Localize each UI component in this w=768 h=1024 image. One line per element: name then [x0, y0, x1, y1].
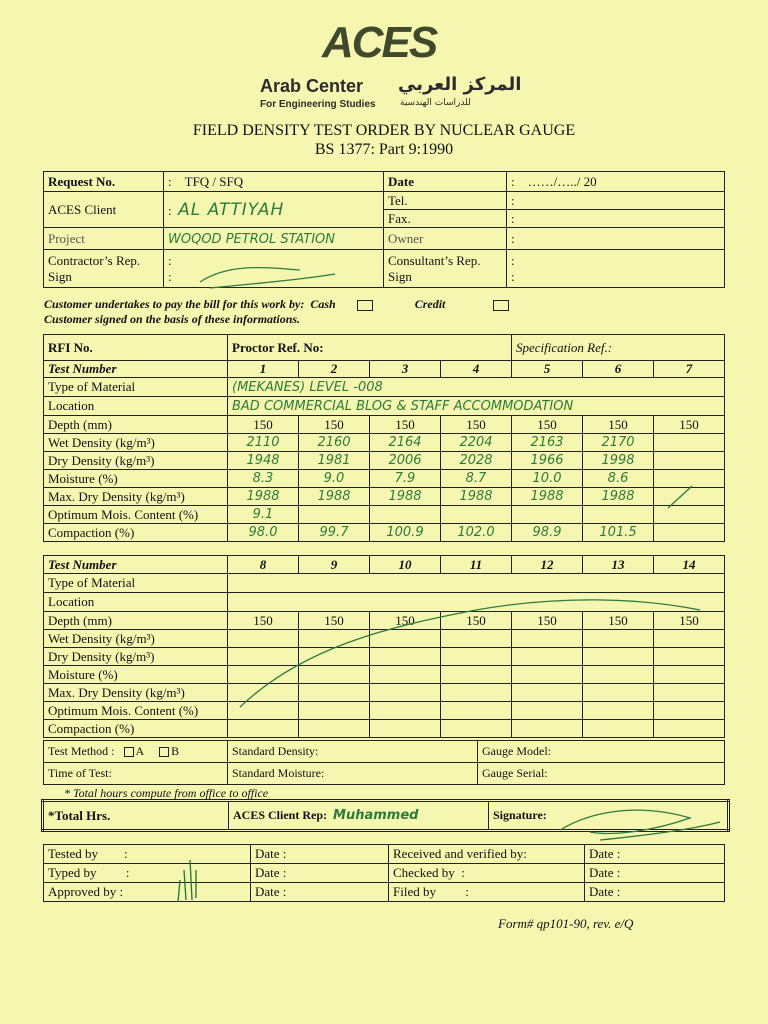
- test-number-cell: 10: [370, 556, 441, 574]
- value-cell[interactable]: 150: [228, 416, 299, 434]
- value-cell[interactable]: 99.7: [299, 524, 370, 542]
- row-label: Type of Material: [44, 574, 228, 593]
- test-number-label: Test Number: [44, 361, 228, 378]
- value-cell[interactable]: 98.9: [512, 524, 583, 542]
- date-value[interactable]: : ……/…../ 20: [507, 172, 725, 192]
- value-cell[interactable]: 150: [228, 612, 299, 630]
- test-number-cell: 1: [228, 361, 299, 378]
- aces-logo: ACES: [322, 18, 437, 67]
- value-cell[interactable]: 8.7: [441, 470, 512, 488]
- row-label: Max. Dry Density (kg/m³): [44, 488, 228, 506]
- test-method: Test Method : A B: [44, 741, 228, 763]
- request-value[interactable]: : TFQ / SFQ: [164, 172, 384, 192]
- filed-label: Filed by :: [389, 883, 585, 902]
- value-cell[interactable]: 9.1: [228, 506, 299, 524]
- value-cell[interactable]: 8.3: [228, 470, 299, 488]
- hours-note: * Total hours compute from office to office: [64, 786, 269, 800]
- fax-value[interactable]: :: [507, 210, 725, 228]
- value-cell[interactable]: 102.0: [441, 524, 512, 542]
- row-label: Compaction (%): [44, 720, 228, 738]
- value-cell[interactable]: 2110: [228, 434, 299, 452]
- value-cell[interactable]: 1998: [583, 452, 654, 470]
- value-cell[interactable]: 2006: [370, 452, 441, 470]
- owner-value[interactable]: :: [507, 228, 725, 250]
- value-cell[interactable]: 9.0: [299, 470, 370, 488]
- tested-date[interactable]: Date :: [251, 845, 389, 864]
- value-cell[interactable]: 101.5: [583, 524, 654, 542]
- location-value[interactable]: BAD COMMERCIAL BLOG & STAFF ACCOMMODATION: [228, 397, 725, 416]
- value-cell[interactable]: 7.9: [370, 470, 441, 488]
- value-cell[interactable]: 150: [512, 416, 583, 434]
- col7-slash-icon: [668, 486, 692, 508]
- material-value[interactable]: (MEKANES) LEVEL -008: [228, 378, 725, 397]
- rfi-label: RFI No.: [44, 335, 228, 361]
- value-cell[interactable]: 150: [441, 612, 512, 630]
- gauge-model-label: Gauge Model:: [478, 741, 725, 763]
- filed-date[interactable]: Date :: [585, 883, 725, 902]
- row-label: Max. Dry Density (kg/m³): [44, 684, 228, 702]
- test-number-label: Test Number: [44, 556, 228, 574]
- value-cell[interactable]: 150: [370, 416, 441, 434]
- value-cell[interactable]: 150: [583, 416, 654, 434]
- request-label: Request No.: [44, 172, 164, 192]
- date-label: Date: [384, 172, 507, 192]
- test-number-cell: 2: [299, 361, 370, 378]
- org-subtitle-en: For Engineering Studies: [260, 99, 376, 110]
- value-cell[interactable]: 2164: [370, 434, 441, 452]
- std-moisture-label: Standard Moisture:: [228, 763, 478, 785]
- value-cell[interactable]: 98.0: [228, 524, 299, 542]
- org-subtitle-ar: للدراسات الهندسية: [400, 98, 471, 108]
- signed-note: Customer signed on the basis of these informations.: [44, 312, 301, 326]
- row-label: Type of Material: [44, 378, 228, 397]
- value-cell[interactable]: 1988: [370, 488, 441, 506]
- contractor-value[interactable]: : :: [164, 250, 384, 288]
- org-name-ar: المركز العربي: [398, 74, 522, 95]
- value-cell[interactable]: 1988: [512, 488, 583, 506]
- value-cell[interactable]: 1981: [299, 452, 370, 470]
- checked-label: Checked by :: [389, 864, 585, 883]
- spec-label: Specification Ref.:: [512, 335, 725, 361]
- row-label: Wet Density (kg/m³): [44, 630, 228, 648]
- consultant-label: Consultant’s Rep. Sign: [384, 250, 507, 288]
- value-cell[interactable]: 2028: [441, 452, 512, 470]
- row-label: Dry Density (kg/m³): [44, 452, 228, 470]
- value-cell[interactable]: 150: [583, 612, 654, 630]
- row-label: Optimum Mois. Content (%): [44, 702, 228, 720]
- project-label: Project: [44, 228, 164, 250]
- value-cell[interactable]: 150: [654, 416, 725, 434]
- row-label: Optimum Mois. Content (%): [44, 506, 228, 524]
- payment-note: Customer undertakes to pay the bill for this work by: Cash Credit: [44, 297, 509, 312]
- value-cell[interactable]: 150: [512, 612, 583, 630]
- value-cell[interactable]: 1988: [441, 488, 512, 506]
- value-cell[interactable]: 8.6: [583, 470, 654, 488]
- value-cell[interactable]: 150: [299, 612, 370, 630]
- client-label: ACES Client: [44, 192, 164, 228]
- proctor-label: Proctor Ref. No:: [228, 335, 512, 361]
- value-cell[interactable]: 1988: [228, 488, 299, 506]
- received-date[interactable]: Date :: [585, 845, 725, 864]
- typed-date[interactable]: Date :: [251, 864, 389, 883]
- owner-label: Owner: [384, 228, 507, 250]
- signature-label[interactable]: Signature:: [489, 801, 729, 831]
- value-cell[interactable]: 150: [441, 416, 512, 434]
- time-label: Time of Test:: [44, 763, 228, 785]
- consultant-value[interactable]: : :: [507, 250, 725, 288]
- client-rep[interactable]: ACES Client Rep: Muhammed: [229, 801, 489, 831]
- value-cell[interactable]: 2170: [583, 434, 654, 452]
- form-title: FIELD DENSITY TEST ORDER BY NUCLEAR GAUGE: [192, 122, 576, 139]
- form-standard: BS 1377: Part 9:1990: [314, 141, 454, 158]
- approved-date[interactable]: Date :: [251, 883, 389, 902]
- approved-by-label: Approved by :: [44, 883, 251, 902]
- tel-label: Tel.: [384, 192, 507, 210]
- org-name-en: Arab Center: [260, 76, 364, 96]
- typed-by-label: Typed by :: [44, 864, 251, 883]
- row-label: Depth (mm): [44, 416, 228, 434]
- value-cell[interactable]: 1948: [228, 452, 299, 470]
- test-2-cancel-line-icon: [240, 600, 700, 707]
- test-number-cell: 9: [299, 556, 370, 574]
- row-label: Dry Density (kg/m³): [44, 648, 228, 666]
- test-number-cell: 7: [654, 361, 725, 378]
- test-number-cell: 11: [441, 556, 512, 574]
- value-cell[interactable]: 2160: [299, 434, 370, 452]
- value-cell[interactable]: 1966: [512, 452, 583, 470]
- row-label: Location: [44, 397, 228, 416]
- value-cell[interactable]: 2163: [512, 434, 583, 452]
- test-number-cell: 13: [583, 556, 654, 574]
- value-cell[interactable]: 10.0: [512, 470, 583, 488]
- value-cell[interactable]: 100.9: [370, 524, 441, 542]
- value-cell[interactable]: 150: [654, 612, 725, 630]
- row-label: Wet Density (kg/m³): [44, 434, 228, 452]
- test-number-cell: 12: [512, 556, 583, 574]
- value-cell[interactable]: 1988: [583, 488, 654, 506]
- client-value[interactable]: : AL ATTIYAH: [164, 192, 384, 228]
- form-number: Form# qp101-90, rev. e/Q: [498, 916, 634, 931]
- row-label: Location: [44, 593, 228, 612]
- std-density-label: Standard Density:: [228, 741, 478, 763]
- tested-by-signature-icon: [178, 860, 196, 902]
- test-number-cell: 8: [228, 556, 299, 574]
- test-number-cell: 14: [654, 556, 725, 574]
- tel-value[interactable]: :: [507, 192, 725, 210]
- received-label: Received and verified by:: [389, 845, 585, 864]
- value-cell[interactable]: 150: [299, 416, 370, 434]
- fax-label: Fax.: [384, 210, 507, 228]
- checked-date[interactable]: Date :: [585, 864, 725, 883]
- test-number-cell: 3: [370, 361, 441, 378]
- row-label: Moisture (%): [44, 666, 228, 684]
- row-label: Moisture (%): [44, 470, 228, 488]
- test-number-cell: 5: [512, 361, 583, 378]
- value-cell[interactable]: 1988: [299, 488, 370, 506]
- row-label: Depth (mm): [44, 612, 228, 630]
- rep-signature-icon: [560, 810, 720, 840]
- row-label: Compaction (%): [44, 524, 228, 542]
- gauge-serial-label: Gauge Serial:: [478, 763, 725, 785]
- test-number-cell: 4: [441, 361, 512, 378]
- value-cell[interactable]: 150: [370, 612, 441, 630]
- contractor-label: Contractor’s Rep. Sign: [44, 250, 164, 288]
- tested-by-label: Tested by :: [44, 845, 251, 864]
- test-number-cell: 6: [583, 361, 654, 378]
- project-value[interactable]: WOQOD PETROL STATION: [164, 228, 384, 250]
- total-hrs-label: *Total Hrs.: [43, 801, 229, 831]
- contractor-signature-icon: [200, 268, 335, 288]
- value-cell[interactable]: 2204: [441, 434, 512, 452]
